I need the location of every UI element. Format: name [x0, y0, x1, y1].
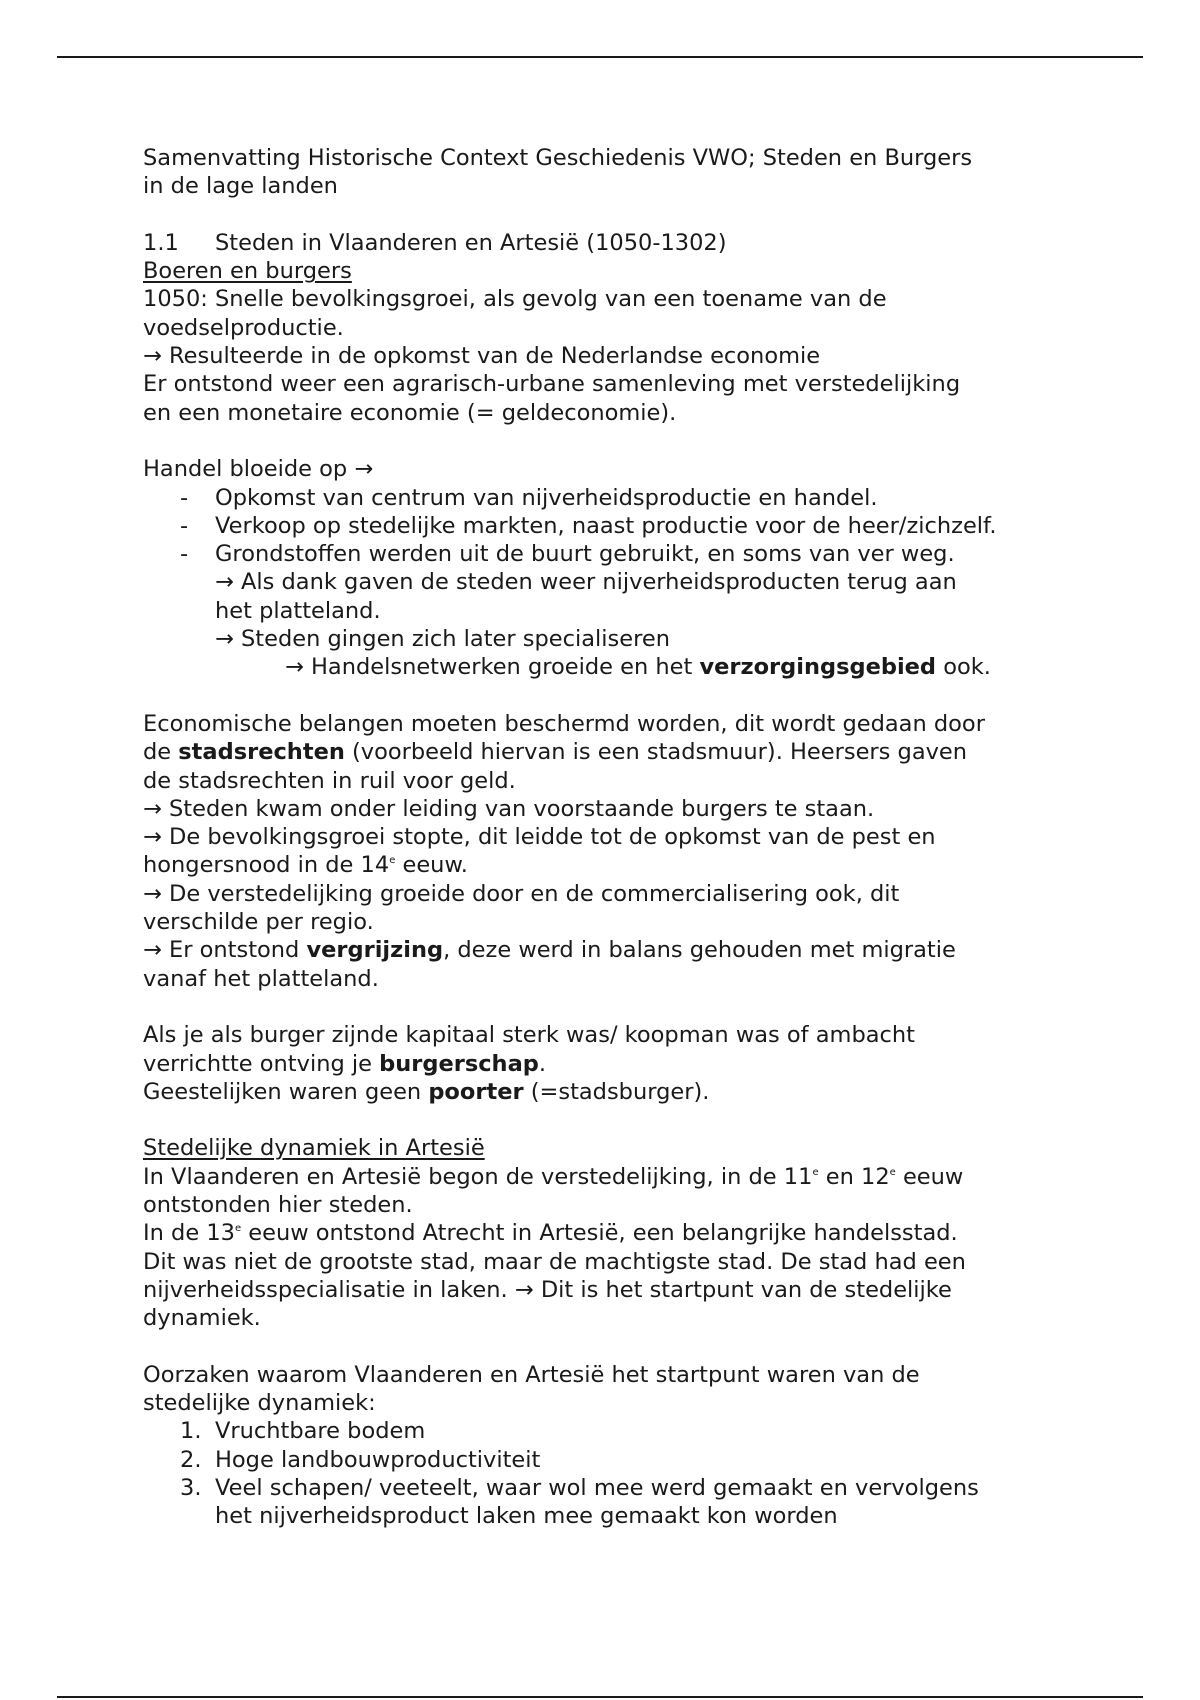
bold-term: burgerschap	[379, 1050, 539, 1077]
bold-term: stadsrechten	[178, 739, 345, 766]
header-rule	[57, 56, 1143, 58]
trade-intro: Handel bloeide op →	[143, 456, 374, 483]
paragraph-line: Er ontstond weer een agrarisch-urbane samenleving met verstedelijking	[143, 371, 961, 398]
list-number: 2.	[180, 1446, 202, 1473]
paragraph-line: Oorzaken waarom Vlaanderen en Artesië het startpunt waren van de	[143, 1361, 920, 1388]
paragraph-line: de stadsrechten in ruil voor geld.	[143, 767, 516, 794]
paragraph-line: Geestelijken waren geen poorter (=stadsburger).	[143, 1078, 710, 1105]
paragraph-line: In de 13e eeuw ontstond Atrecht in Artesië, een belangrijke handelsstad.	[143, 1220, 958, 1247]
paragraph-line: → Er ontstond vergrijzing, deze werd in balans gehouden met migratie	[143, 937, 956, 964]
numbered-item: 2. Hoge landbouwproductiviteit	[180, 1446, 541, 1473]
paragraph-line: hongersnood in de 14e eeuw.	[143, 852, 468, 879]
paragraph-line: stedelijke dynamiek:	[143, 1390, 376, 1417]
document-page	[143, 144, 1083, 1531]
numbered-item: 1. Vruchtbare bodem	[180, 1418, 426, 1445]
bold-term: vergrijzing	[306, 937, 444, 964]
section-title: Steden in Vlaanderen en Artesië (1050-1302)	[215, 229, 727, 256]
bold-term: poorter	[428, 1078, 524, 1105]
bullet-item: - Grondstoffen werden uit de buurt gebruikt, en soms van ver weg.	[180, 541, 955, 568]
subheading-stedelijke-dynamiek: Stedelijke dynamiek in Artesië	[143, 1135, 485, 1162]
numbered-item: 3. Veel schapen/ veeteelt, waar wol mee werd gemaakt en vervolgens	[180, 1474, 979, 1501]
paragraph-line: nijverheidsspecialisatie in laken. → Dit is het startpunt van de stedelijke	[143, 1276, 952, 1303]
subheading-boeren-burgers: Boeren en burgers	[143, 258, 352, 285]
paragraph-line: voedselproductie.	[143, 314, 344, 341]
footer-rule	[57, 1696, 1143, 1698]
paragraph-line: → Steden kwam onder leiding van voorstaande burgers te staan.	[143, 795, 875, 822]
paragraph-line: en een monetaire economie (= geldeconomie).	[143, 399, 677, 426]
numbered-item-cont: het nijverheidsproduct laken mee gemaakt kon worden	[215, 1503, 838, 1530]
paragraph-line: vanaf het platteland.	[143, 965, 379, 992]
list-number: 1.	[180, 1418, 202, 1445]
paragraph-line: In Vlaanderen en Artesië begon de verstedelijking, in de 11e en 12e eeuw	[143, 1163, 964, 1190]
bullet-item: - Opkomst van centrum van nijverheidsproductie en handel.	[180, 484, 878, 511]
paragraph-line: verschilde per regio.	[143, 909, 374, 936]
paragraph-line: dynamiek.	[143, 1305, 261, 1332]
bold-term: verzorgingsgebied	[699, 654, 937, 681]
paragraph-line: → Resulteerde in de opkomst van de Nederlandse economie	[143, 343, 821, 370]
paragraph-line: 1050: Snelle bevolkingsgroei, als gevolg van een toename van de	[143, 286, 887, 313]
bullet-marker: -	[180, 484, 189, 511]
section-number: 1.1	[143, 229, 179, 256]
sub-point: → Steden gingen zich later specialiseren	[215, 626, 670, 653]
paragraph-line: Dit was niet de grootste stad, maar de machtigste stad. De stad had een	[143, 1248, 966, 1275]
document-title-cont: in de lage landen	[143, 173, 338, 200]
section-heading	[143, 229, 1083, 257]
paragraph-line: → De bevolkingsgroei stopte, dit leidde tot de opkomst van de pest en	[143, 824, 936, 851]
paragraph-line: verrichtte ontving je burgerschap.	[143, 1050, 547, 1077]
paragraph-line: → De verstedelijking groeide door en de commercialisering ook, dit	[143, 880, 900, 907]
sub-point: → Als dank gaven de steden weer nijverheidsproducten terug aan	[215, 569, 957, 596]
sub-point: het platteland.	[215, 597, 381, 624]
list-number: 3.	[180, 1474, 202, 1501]
paragraph-line: ontstonden hier steden.	[143, 1191, 413, 1218]
bullet-marker: -	[180, 512, 189, 539]
bullet-item: - Verkoop op stedelijke markten, naast productie voor de heer/zichzelf.	[180, 512, 997, 539]
paragraph-line: Economische belangen moeten beschermd worden, dit wordt gedaan door	[143, 710, 985, 737]
paragraph-line: de stadsrechten (voorbeeld hiervan is een stadsmuur). Heersers gaven	[143, 739, 968, 766]
bullet-marker: -	[180, 541, 189, 568]
document-title: Samenvatting Historische Context Geschiedenis VWO; Steden en Burgers	[143, 145, 973, 171]
paragraph-line: Als je als burger zijnde kapitaal sterk was/ koopman was of ambacht	[143, 1022, 915, 1049]
sub-sub-point: → Handelsnetwerken groeide en het verzorgingsgebied ook.	[285, 654, 991, 681]
